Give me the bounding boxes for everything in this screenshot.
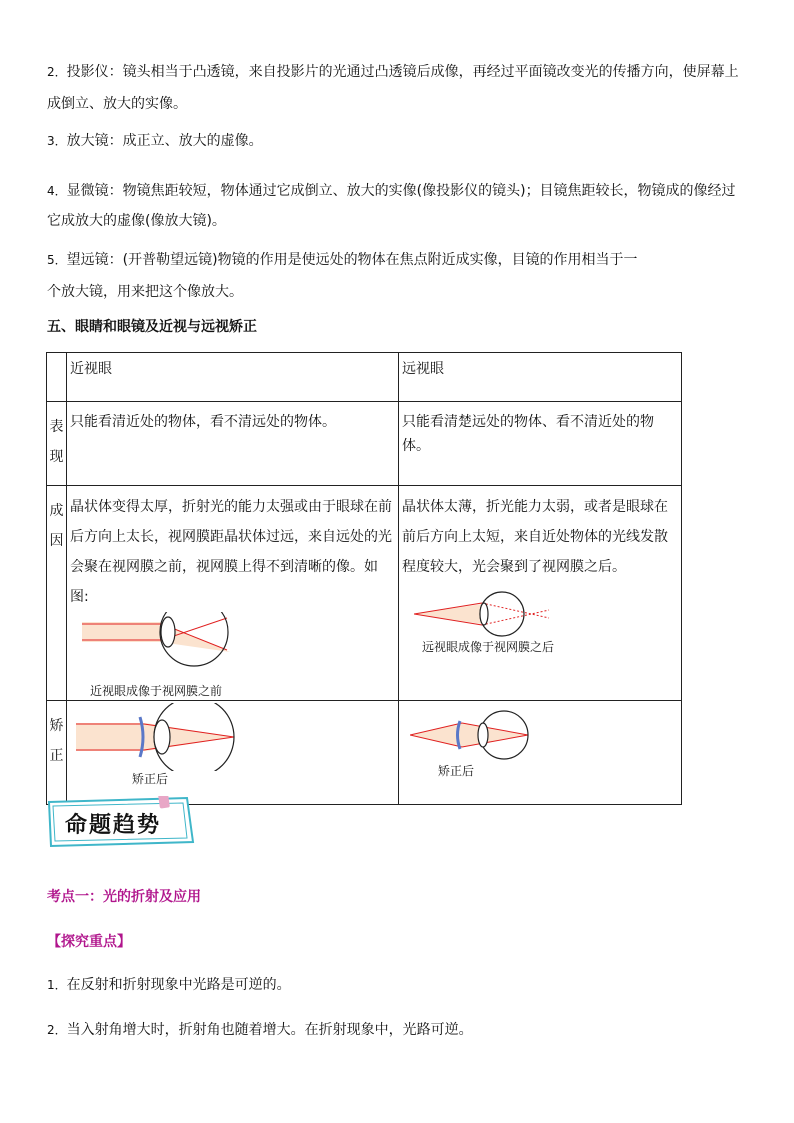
tanjiu-label: 【探究重点】 [47, 934, 131, 950]
kaodian-title: 考点一：光的折射及应用 [47, 889, 201, 905]
near-cause-caption: 近视眼成像于视网膜之前 [90, 684, 223, 698]
table-corner [47, 353, 67, 402]
row-label-cause: 成因 [47, 486, 67, 701]
eye-comparison-table [46, 352, 682, 805]
paragraph-telescope: 5．望远镜：(开普勒望远镜)物镜的作用是使远处的物体在焦点附近成实像，目镜的作用相当于一 [47, 252, 638, 268]
near-performance: 只能看清近处的物体，看不清远处的物体。 [67, 402, 399, 486]
far-fix-caption: 矫正后 [438, 764, 475, 778]
paragraph-microscope: 4．显微镜：物镜焦距较短，物体通过它成倒立、放大的实像(像投影仪的镜头)；目镜焦距较长，物镜成的像经过它成放大的虚像(像放大镜)。 [47, 183, 736, 229]
row-label-correction: 矫正 [47, 701, 67, 805]
section-heading: 五、眼睛和眼镜及近视与远视矫正 [47, 319, 257, 335]
banner-title: 命题趋势 [65, 813, 162, 838]
far-fix-cell [399, 701, 682, 805]
paragraph-magnifier: 3．放大镜：成正立、放大的虚像。 [47, 133, 263, 149]
point-1: 1．在反射和折射现象中光路是可逆的。 [47, 977, 291, 993]
near-fix-cell [67, 701, 399, 805]
far-performance: 只能看清楚远处的物体、看不清近处的物体。 [399, 402, 682, 486]
header-far: 远视眼 [399, 353, 682, 402]
near-cause-diagram [82, 612, 242, 682]
header-near: 近视眼 [67, 353, 399, 402]
far-cause-text: 晶状体太薄，折光能力太弱，或者是眼球在前后方向上太短，来自近处物体的光线发散程度较大，光会聚到了视网膜之后。 [402, 499, 668, 575]
paragraph-telescope-cont: 个放大镜，用来把这个像放大。 [47, 284, 243, 300]
near-fix-caption: 矫正后 [132, 772, 169, 786]
near-cause-cell [67, 486, 399, 701]
paragraph-projector: 2．投影仪：镜头相当于凸透镜，来自投影片的光通过凸透镜后成像，再经过平面镜改变光的传播方向，使屏幕上成倒立、放大的实像。 [47, 64, 739, 112]
near-cause-text: 晶状体变得太厚，折射光的能力太强或由于眼球在前后方向上太长，视网膜距晶状体过远，来自远处的光会聚在视网膜之前，视网膜上得不到清晰的像。如图: [70, 499, 392, 605]
section-banner [47, 796, 197, 848]
row-label-performance: 表现 [47, 402, 67, 486]
point-2: 2．当入射角增大时，折射角也随着增大。在折射现象中，光路可逆。 [47, 1022, 473, 1038]
near-fix-diagram [76, 703, 241, 771]
far-cause-cell [399, 486, 682, 701]
far-cause-diagram [414, 590, 554, 638]
far-fix-diagram [410, 707, 550, 763]
far-cause-caption: 远视眼成像于视网膜之后 [422, 640, 555, 654]
